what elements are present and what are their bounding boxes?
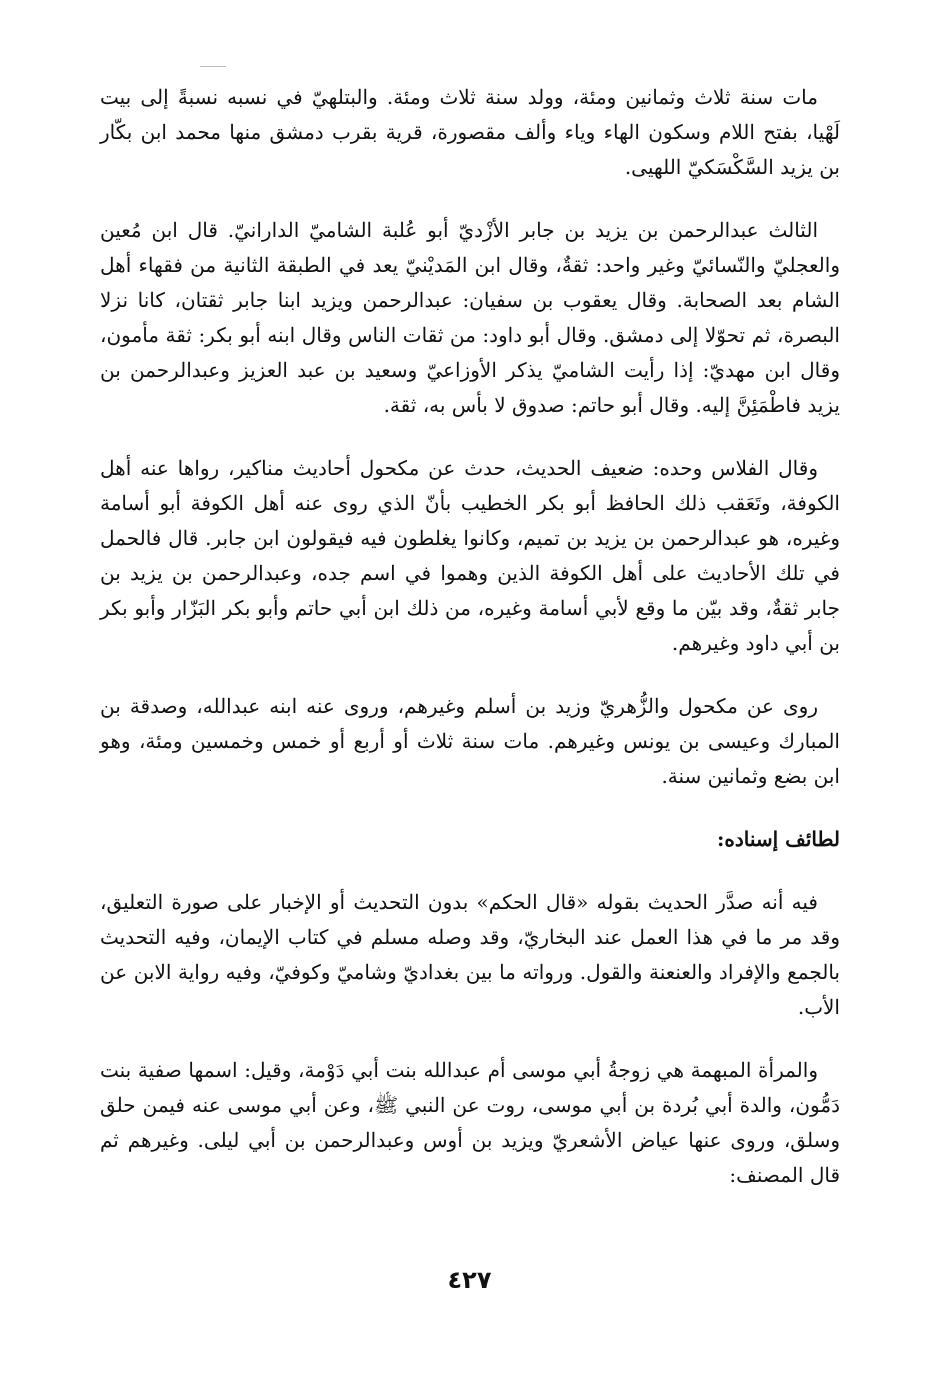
paragraph-2: الثالث عبدالرحمن بن يزيد بن جابر الأزْديّ أبو عُلبة الشاميّ الدارانيّ. قال ابن مُعين والعجليّ والنّسائيّ وغير واحد: ثقةٌ، وقال ابن المَديْنيّ يعد في الطبقة الثانية من فقهاء أهل الشام بعد الصحابة. وقال يعقوب بن سفيان: عبدالرحمن ويزيد ابنا جابر ثقتان، كانا نزلا البصرة، ثم تحوّلا إلى دمشق. وقال أبو داود: من ثقات الناس وقال ابنه أبو بكر: ثقة مأمون، وقال ابن مهديّ: إذا رأيت الشاميّ يذكر الأوزاعيّ وسعيد بن عبد العزيز وعبدالرحمن بن يزيد فاطْمَئِنَّ إليه. وقال أبو حاتم: صدوق لا بأس به، ثقة.: [100, 218, 840, 417]
section-heading: لطائف إسناده:: [716, 827, 840, 851]
paragraph-3: وقال الفلاس وحده: ضعيف الحديث، حدث عن مكحول أحاديث مناكير، رواها عنه أهل الكوفة، وتَعَقب ذلك الحافظ أبو بكر الخطيب بأنّ الذي روى عنه أهل الكوفة أبو أسامة وغيره، هو عبدالرحمن بن يزيد بن تميم، وكانوا يغلطون فيه فيقولون ابن جابر. قال فالحمل في تلك الأحاديث على أهل الكوفة الذين وهموا في اسم جده، وعبدالرحمن بن يزيد بن جابر ثقةٌ، وقد بيّن ما وقع لأبي أسامة وغيره، من ذلك ابن أبي حاتم وأبو بكر البَزّار وأبو بكر بن أبي داود وغيرهم.: [100, 456, 840, 655]
paragraph-4: روى عن مكحول والزُّهريّ وزيد بن أسلم وغيرهم، وروى عنه ابنه عبدالله، وصدقة بن المبارك وعيسى بن يونس وغيرهم. مات سنة ثلاث أو أربع أو خمس وخمسين ومئة، وهو ابن بضع وثمانين سنة.: [100, 694, 840, 788]
paragraph-5: فيه أنه صدَّر الحديث بقوله «قال الحكم» بدون التحديث أو الإخبار على صورة التعليق، وقد مر ما في هذا العمل عند البخاريّ، وقد وصله مسلم في كتاب الإيمان، وفيه التحديث بالجمع والإفراد والعنعنة والقول. ورواته ما بين بغداديّ وشاميّ وكوفيّ، وفيه رواية الابن عن الأب.: [100, 890, 840, 1019]
page-number: ٤٢٧: [447, 1266, 492, 1294]
page-body: [100, 80, 840, 1221]
top-mark: [200, 66, 226, 67]
paragraph-1: مات سنة ثلاث وثمانين ومئة، وولد سنة ثلاث ومئة. والبتلهيّ في نسبه نسبةً إلى بيت لَهْيا، بفتح اللام وسكون الهاء وياء وألف مقصورة، قرية بقرب دمشق منها محمد ابن بكّار بن يزيد السَّكْسَكيّ اللهيى.: [100, 85, 840, 179]
paragraph-6: والمرأة المبهمة هي زوجةُ أبي موسى أم عبدالله بنت أبي دَوْمة، وقيل: اسمها صفية بنت دَمُّون، والدة أبي بُردة بن أبي موسى، روت عن النبي ﷺ، وعن أبي موسى عنه فيمن حلق وسلق، وروى عنها عياض الأشعريّ ويزيد بن أوس وعبدالرحمن بن أبي ليلى. وغيرهم ثم قال المصنف:: [100, 1058, 840, 1187]
